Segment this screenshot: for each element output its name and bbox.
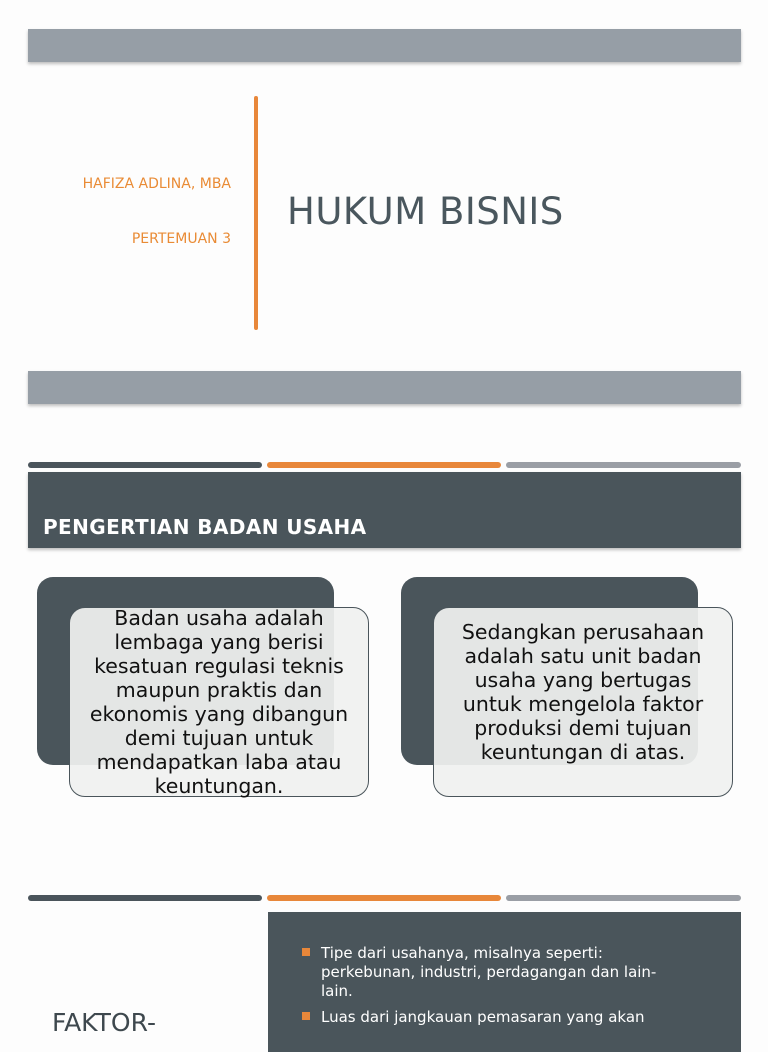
bullet-list [302, 944, 682, 1034]
slide3-bullet-panel [268, 912, 741, 1052]
bullet-text: Tipe dari usahanya, misalnya seperti: perkebunan, industri, perdagangan dan lain-lain. [321, 944, 657, 1000]
slide2-strip-orange [267, 462, 501, 468]
slide3-strip-dark [28, 895, 262, 901]
author-name: HAFIZA ADLINA, MBA [82, 176, 231, 192]
slide2-header [28, 472, 741, 548]
slide2-strip-grey [506, 462, 741, 468]
card-left-text: Badan usaha adalah lembaga yang berisi kesatuan regulasi teknis maupun praktis dan ekonomis yang dibangun demi tujuan untuk mendapatkan laba atau keuntungan. [89, 606, 349, 798]
slide1-bottom-bar [28, 371, 741, 404]
card-left [69, 607, 369, 797]
slide3-heading: FAKTOR- [52, 1008, 156, 1037]
bullet-item [302, 1008, 682, 1027]
slide1-top-bar [28, 29, 741, 62]
square-bullet-icon [302, 948, 310, 956]
slide2-strip-dark [28, 462, 262, 468]
title-divider-line [254, 96, 258, 330]
session-label: PERTEMUAN 3 [131, 231, 231, 247]
card-right-text: Sedangkan perusahaan adalah satu unit badan usaha yang bertugas untuk mengelola faktor produksi demi tujuan keuntungan di atas. [461, 620, 705, 764]
bullet-item [302, 944, 682, 1001]
slide3-strip-orange [267, 895, 501, 901]
card-right [433, 607, 733, 797]
square-bullet-icon [302, 1012, 310, 1020]
bullet-text: Luas dari jangkauan pemasaran yang akan [321, 1008, 645, 1026]
slide3-strip-grey [506, 895, 741, 901]
slide-title: HUKUM BISNIS [287, 190, 564, 233]
slide2-heading: PENGERTIAN BADAN USAHA [43, 515, 367, 539]
